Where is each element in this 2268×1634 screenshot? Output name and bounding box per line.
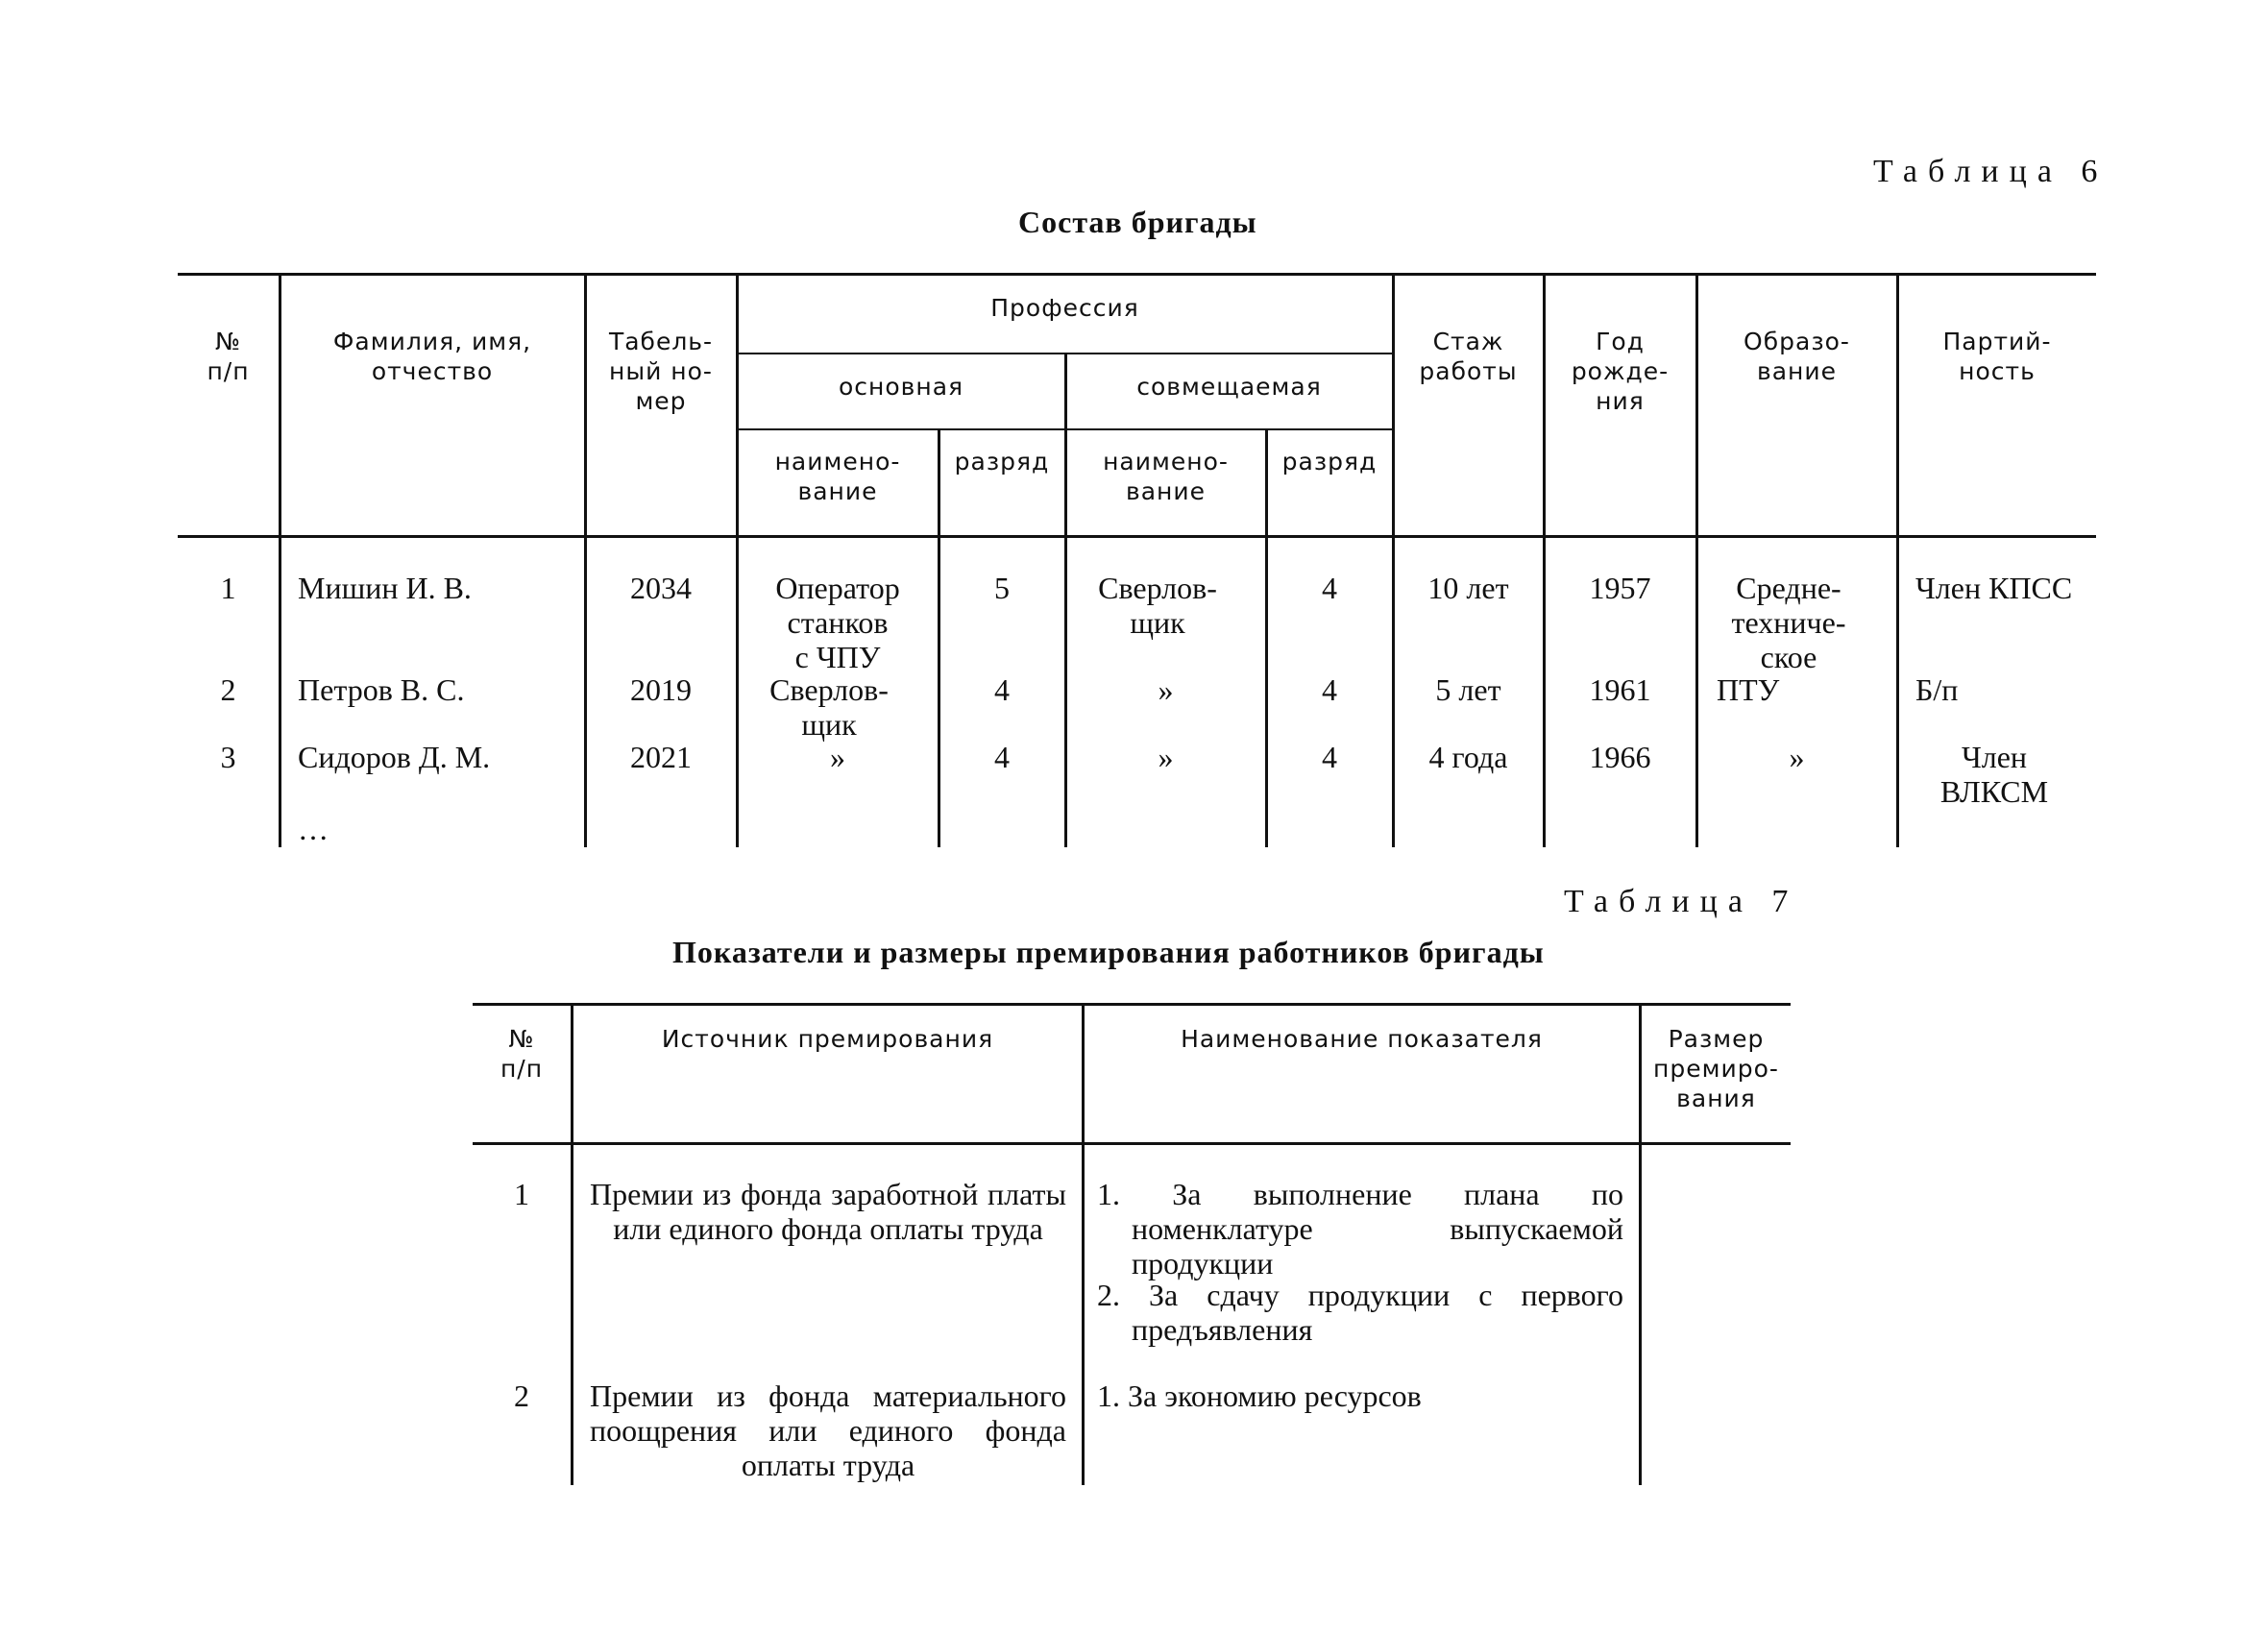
t6-header-main: основная	[838, 373, 964, 401]
table-row-cell: 4	[1322, 740, 1337, 774]
table-row-cell: 4	[994, 740, 1010, 774]
t6-header-name1: наимено- вание	[774, 448, 901, 505]
table-row-cell: 4	[1322, 672, 1337, 707]
table-row-cell: »	[1158, 740, 1174, 774]
table-row-cell: Петров В. С.	[298, 672, 465, 707]
table6-header-bottom-rule	[178, 535, 2096, 538]
table-row-cell: 2	[514, 1378, 529, 1413]
table-row-cell: »	[1789, 740, 1805, 774]
table6-col-divider	[938, 428, 940, 847]
t6-header-stazh: Стаж работы	[1419, 328, 1518, 385]
table-row-cell: Мишин И. В.	[298, 571, 472, 605]
t6-header-party: Партий- ность	[1942, 328, 2052, 385]
t7-header-num: № п/п	[500, 1025, 544, 1083]
table-row-cell: Премии из фонда заработной платы или единого фонда оплаты труда	[590, 1177, 1066, 1246]
t6-header-name2: наимено- вание	[1103, 448, 1229, 505]
t6-header-rank1: разряд	[954, 448, 1050, 476]
table-row-cell: 1957	[1589, 571, 1651, 605]
table-row-cell: »	[1158, 672, 1174, 707]
table-row-cell: 1. За выполнение плана по номенклатуре выпускаемой продукции	[1097, 1177, 1623, 1280]
table6-col-divider	[1265, 428, 1268, 847]
table-row-cell: 2034	[630, 571, 692, 605]
table-row-cell: Член КПСС	[1915, 571, 2073, 605]
table-row-cell: Сверлов- щик	[1098, 571, 1217, 640]
table-row-cell: 4	[1322, 571, 1337, 605]
table-row-cell: Член ВЛКСМ	[1939, 740, 2049, 809]
table-row-cell: Б/п	[1915, 672, 1959, 707]
table7-header-bottom-rule	[473, 1142, 1791, 1145]
table7-title: Показатели и размеры премирования работников бригады	[672, 935, 1545, 969]
table7-col-divider	[1082, 1003, 1085, 1485]
table-row-cell: 1. За экономию ресурсов	[1097, 1378, 1422, 1413]
t6-header-profession: Профессия	[990, 294, 1139, 322]
table-row-cell: Сверлов- щик	[769, 672, 889, 742]
table-row-cell: 2019	[630, 672, 692, 707]
t7-header-indicator: Наименование показателя	[1181, 1025, 1543, 1053]
table-row-cell: »	[830, 740, 845, 774]
table-row-cell: 1961	[1589, 672, 1651, 707]
table-row-cell: 4 года	[1428, 740, 1508, 774]
table-row-cell: ПТУ	[1717, 672, 1780, 707]
table-row-cell: 1966	[1589, 740, 1651, 774]
t6-header-edu: Образо- вание	[1744, 328, 1850, 385]
table6-label: Таблица 6	[1873, 154, 2109, 189]
table-row-cell: 4	[994, 672, 1010, 707]
table-row-cell: 5 лет	[1435, 672, 1501, 707]
t6-header-combined: совмещаемая	[1136, 373, 1322, 401]
t6-header-rank2: разряд	[1281, 448, 1378, 476]
table-row-cell: 3	[220, 740, 236, 774]
table-row-cell: 2. За сдачу продукции с первого предъявления	[1097, 1278, 1623, 1347]
table-row-cell: Премии из фонда материального поощрения или единого фонда оплаты труда	[590, 1378, 1066, 1482]
table-row-cell: 2021	[630, 740, 692, 774]
t7-header-source: Источник премирования	[661, 1025, 994, 1053]
table6-title: Состав бригады	[1018, 205, 1257, 239]
table-row-cell: 2	[220, 672, 236, 707]
table6-top-rule	[178, 273, 2096, 276]
t6-header-tab: Табель- ный но- мер	[608, 328, 714, 415]
t6-header-year: Год рожде- ния	[1571, 328, 1670, 415]
table6-ellipsis: …	[298, 812, 329, 846]
table-row-cell: 5	[994, 571, 1010, 605]
table7-top-rule	[473, 1003, 1791, 1006]
table-row-cell: 1	[514, 1177, 529, 1211]
table7-col-divider	[571, 1003, 573, 1485]
table-row-cell: Сидоров Д. М.	[298, 740, 491, 774]
table-row-cell: Средне- техниче- ское	[1731, 571, 1846, 674]
table-row-cell: 10 лет	[1427, 571, 1509, 605]
table-row-cell: 1	[220, 571, 236, 605]
table-row-cell: Оператор станков с ЧПУ	[775, 571, 900, 674]
t7-header-size: Размер премиро- вания	[1653, 1025, 1779, 1112]
t6-header-num: № п/п	[207, 328, 250, 385]
table7-label: Таблица 7	[1564, 884, 1799, 919]
t6-header-fio: Фамилия, имя, отчество	[332, 328, 532, 385]
